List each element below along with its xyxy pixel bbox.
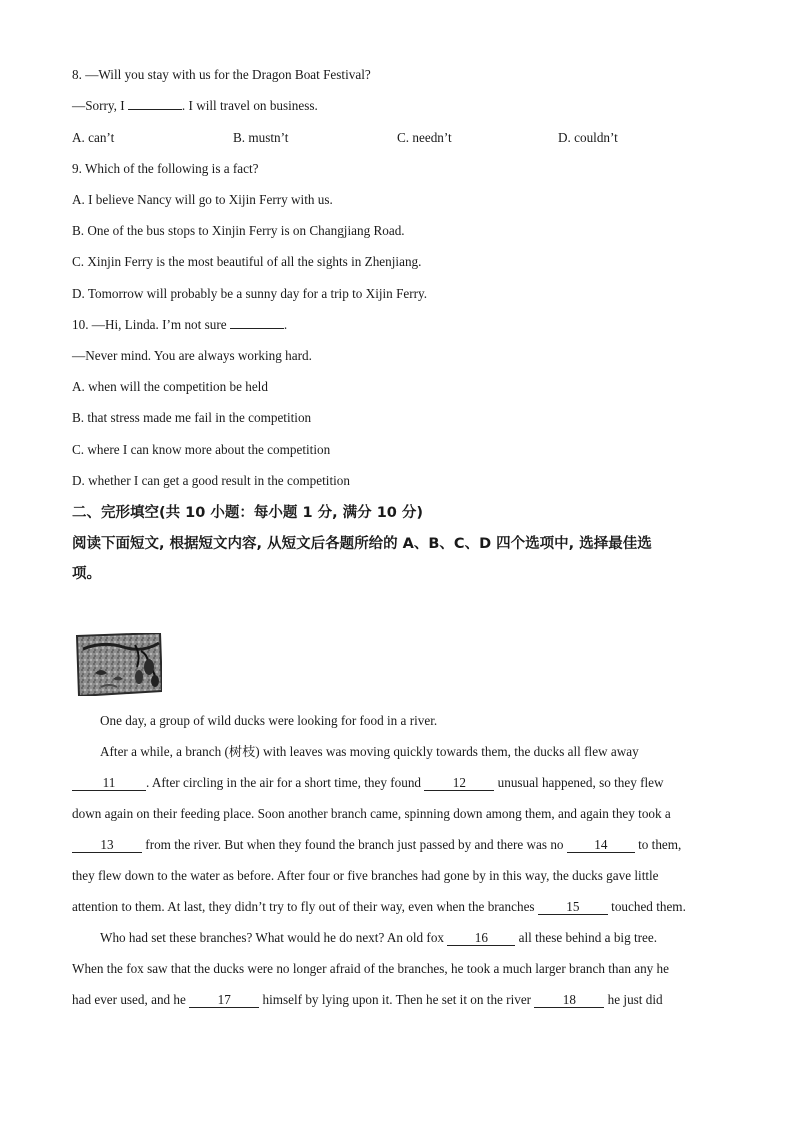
passage-p2-line5 <box>72 868 722 899</box>
passage-p2-line1 <box>72 744 722 775</box>
q9-option-b: B. One of the bus stops to Xinjin Ferry is on Changjiang Road. <box>72 223 405 238</box>
q8-reply-start: —Sorry, I <box>72 98 128 113</box>
q10-stem <box>72 317 287 333</box>
q10-option-a: A. when will the competition be held <box>72 379 268 394</box>
blank-18: 18 <box>534 993 604 1008</box>
q8-stem: 8. —Will you stay with us for the Dragon Boat Festival? <box>72 67 371 82</box>
passage-p2-line2-text-b: unusual happened, so they flew <box>494 775 664 790</box>
passage-p3-line1-text-a: Who had set these branches? What would he do next? An old fox <box>100 930 448 945</box>
q9-stem: 9. Which of the following is a fact? <box>72 161 259 176</box>
q10-blank <box>230 328 284 329</box>
passage-p2-line3 <box>72 806 722 837</box>
q10-option-c: C. where I can know more about the competition <box>72 442 331 457</box>
q8-blank <box>128 109 182 110</box>
passage-p3-line3-text-c: he just did <box>604 992 663 1007</box>
q10-stem-end: . <box>283 317 288 332</box>
q8-option-d: D. couldn’t <box>558 130 618 145</box>
q8-option-b: B. mustn’t <box>233 130 289 145</box>
passage-p2-line4-text-b: to them, <box>634 837 682 852</box>
passage-p3-line3-text-b: himself by lying upon it. Then he set it on the river <box>259 992 535 1007</box>
passage-p2-line2-text-a: . After circling in the air for a short time, they found <box>146 775 425 790</box>
passage-p3-line2-text: When the fox saw that the ducks were no longer afraid of the branches, he took a much larger branch than any he <box>72 961 669 976</box>
q10-option-b: B. that stress made me fail in the competition <box>72 410 312 425</box>
passage-p3-line1-text-b: all these behind a big tree. <box>515 930 658 945</box>
blank-16: 16 <box>447 931 515 946</box>
passage-p2-line6 <box>72 899 722 930</box>
blank-12: 12 <box>424 776 494 791</box>
q10-stem-start: 10. —Hi, Linda. I’m not sure <box>72 317 230 332</box>
blank-14: 14 <box>567 838 635 853</box>
q10-reply: —Never mind. You are always working hard. <box>72 348 312 363</box>
ducks-branch-picture-icon <box>75 633 162 696</box>
blank-13: 13 <box>72 838 142 853</box>
passage-p2-line4-text-a: from the river. But when they found the branch just passed by and there was no <box>142 837 567 852</box>
q8-option-c: C. needn’t <box>397 130 452 145</box>
passage-p2-line2 <box>72 775 722 806</box>
passage-p2-line6-text-a: attention to them. At last, they didn’t try to fly out of their way, even when the branches <box>72 899 538 914</box>
passage-p3-line2 <box>72 961 722 992</box>
section2-instruction-line2: 项。 <box>72 566 101 582</box>
q9-option-a: A. I believe Nancy will go to Xijin Ferry with us. <box>72 192 333 207</box>
passage-p1 <box>72 713 722 744</box>
blank-15: 15 <box>538 900 608 915</box>
q8-reply <box>72 98 318 114</box>
passage-p3-line3-text-a: had ever used, and he <box>72 992 190 1007</box>
q9-option-d: D. Tomorrow will probably be a sunny day for a trip to Xijin Ferry. <box>72 286 428 301</box>
passage-p3-line1 <box>72 930 722 961</box>
q8-reply-end: . I will travel on business. <box>181 98 318 113</box>
blank-11: 11 <box>72 776 146 791</box>
section2-title: 二、完形填空(共 10 小题：每小题 1 分, 满分 10 分) <box>72 505 424 521</box>
q9-option-c: C. Xinjin Ferry is the most beautiful of all the sights in Zhenjiang. <box>72 254 422 269</box>
passage-p1-text: One day, a group of wild ducks were looking for food in a river. <box>100 713 438 728</box>
passage-p2-line3-text: down again on their feeding place. Soon another branch came, spinning down among them, and again they took a <box>72 806 671 821</box>
section2-instruction-line1: 阅读下面短文, 根据短文内容, 从短文后各题所给的 A、B、C、D 四个选项中, 选择最佳选 <box>72 536 652 552</box>
passage-illustration <box>75 633 162 696</box>
q8-option-a: A. can’t <box>72 130 115 145</box>
q10-option-d: D. whether I can get a good result in the competition <box>72 473 350 488</box>
passage <box>72 713 722 1023</box>
passage-p2-line6-text-b: touched them. <box>607 899 686 914</box>
blank-17: 17 <box>189 993 259 1008</box>
passage-p2-line1-text: After a while, a branch (树枝) with leaves was moving quickly towards them, the ducks all flew away <box>100 744 639 759</box>
passage-p3-line3 <box>72 992 722 1023</box>
passage-p2-line5-text: they flew down to the water as before. After four or five branches had gone by in this way, the ducks gave little <box>72 868 659 883</box>
passage-p2-line4 <box>72 837 722 868</box>
